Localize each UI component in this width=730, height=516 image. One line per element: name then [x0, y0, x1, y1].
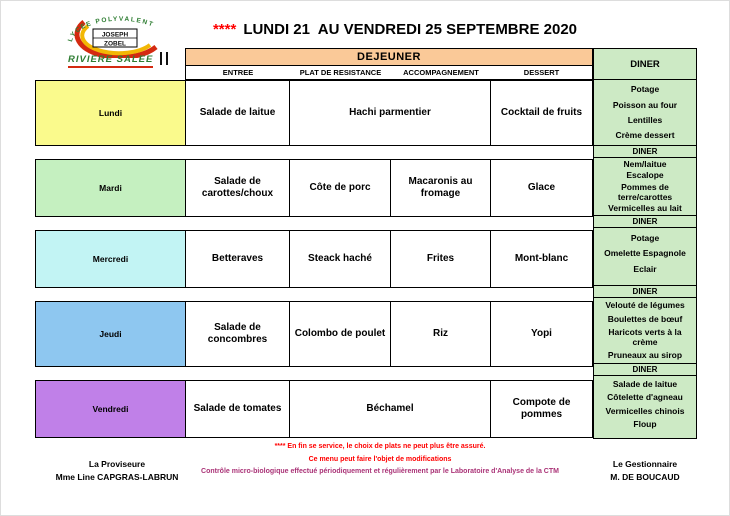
diner-subheader: DINER	[594, 215, 696, 228]
dejeuner-subheader-row	[185, 66, 593, 80]
diner-item: Eclair	[633, 263, 657, 274]
diner-item: Haricots verts à la crème	[608, 326, 682, 347]
note-line: **** En fin se service, le choix de plats ne peut plus être assuré.	[274, 443, 486, 450]
day-cell: Lundi	[36, 81, 186, 145]
title-stars: ****	[212, 21, 237, 38]
diner-item: Escalope	[626, 170, 664, 181]
table-row-jeudi	[35, 301, 593, 367]
diner-item: Boulettes de bœuf	[607, 313, 683, 324]
accompagnement-cell: Frites	[391, 231, 491, 287]
subheader-accompagnement: ACCOMPAGNEMENT	[403, 68, 479, 77]
plat-cell: Hachi parmentier	[290, 81, 491, 145]
subheader-entree: ENTREE	[222, 68, 254, 77]
plat-cell: Colombo de poulet	[290, 302, 391, 366]
diner-item: Potage	[630, 84, 660, 95]
diner-column	[593, 48, 697, 439]
day-cell: Vendredi	[36, 381, 186, 437]
diner-subheader: DINER	[594, 363, 696, 376]
logo-city-label: RIVIERE SALEE	[68, 54, 153, 68]
table-row-lundi	[35, 80, 593, 146]
school-logo	[60, 14, 200, 72]
plat-cell: Côte de porc	[290, 160, 391, 216]
entree-cell: Salade de carottes/choux	[186, 160, 290, 216]
logo-name-top: JOSEPH	[101, 31, 129, 39]
subheader-plat: PLAT DE RESISTANCE	[299, 68, 382, 77]
dessert-cell: Mont-blanc	[514, 252, 569, 264]
diner-item: Velouté de légumes	[605, 300, 685, 311]
signature-gestionnaire	[560, 458, 730, 484]
dejeuner-header-block	[185, 48, 593, 80]
diner-item: Omelette Espagnole	[604, 248, 686, 259]
diner-item: Salade de laitue	[612, 378, 678, 389]
diner-item: Pruneaux au sirop	[607, 349, 683, 360]
entree-cell: Salade de concombres	[186, 302, 290, 366]
dejeuner-header: DEJEUNER	[185, 48, 593, 66]
signature-proviseure	[32, 458, 202, 484]
signature-role: La Proviseure	[88, 459, 146, 469]
plat-cell: Béchamel	[290, 381, 491, 437]
table-row-vendredi	[35, 380, 593, 438]
dessert-cell: Yopi	[531, 327, 552, 339]
entree-cell: Salade de tomates	[186, 381, 290, 437]
diner-item: Vermicelles au lait	[608, 203, 682, 214]
signature-role: Le Gestionnaire	[612, 459, 678, 469]
diner-items-lundi	[594, 80, 696, 146]
diner-items-mardi	[594, 158, 696, 216]
logo-signature-marks-icon	[160, 52, 168, 65]
diner-header: DINER	[594, 49, 696, 80]
day-cell: Mardi	[36, 160, 186, 216]
dessert-cell: Compote de pommes	[512, 396, 571, 420]
signature-name: Mme Line CAPGRAS-LABRUN	[55, 472, 179, 482]
accompagnement-cell: Riz	[391, 302, 491, 366]
title-text: LUNDI 21 AU VENDREDI 25 SEPTEMBRE 2020	[243, 21, 578, 38]
diner-items-jeudi	[594, 298, 696, 364]
diner-item: Crème dessert	[615, 129, 675, 140]
note-line: Ce menu peut faire l'objet de modifications	[308, 455, 452, 463]
diner-items-mercredi	[594, 228, 696, 286]
diner-item: Vermicelles chinois	[605, 405, 685, 416]
diner-item: Poisson au four	[612, 99, 678, 110]
dessert-cell: Cocktail de fruits	[500, 106, 583, 118]
diner-item: Pommes de terre/carottes	[617, 182, 673, 202]
logo-arc-text: LYCEE POLYVALENT	[66, 15, 156, 43]
page-title	[185, 21, 605, 38]
diner-item: Floup	[633, 419, 657, 430]
accompagnement-cell: Macaronis au fromage	[391, 160, 491, 216]
table-row-mercredi	[35, 230, 593, 288]
entree-cell: Betteraves	[186, 231, 290, 287]
entree-cell: Salade de laitue	[186, 81, 290, 145]
day-cell: Jeudi	[36, 302, 186, 366]
note-line: Contrôle micro-biologique effectué périodiquement et régulièrement par le Laboratoire d'Analyse de la CTM	[201, 468, 559, 475]
table-row-mardi	[35, 159, 593, 217]
diner-items-vendredi	[594, 376, 696, 434]
logo-name-bottom: ZOBEL	[103, 40, 127, 48]
diner-item: Côtelette d'agneau	[607, 392, 683, 403]
subheader-dessert: DESSERT	[523, 68, 560, 77]
diner-item: Nem/laitue	[623, 158, 667, 169]
diner-subheader: DINER	[594, 285, 696, 298]
day-cell: Mercredi	[36, 231, 186, 287]
plat-cell: Steack haché	[290, 231, 391, 287]
diner-subheader: DINER	[594, 145, 696, 158]
diner-item: Lentilles	[627, 114, 663, 125]
diner-item: Potage	[630, 232, 660, 243]
signature-name: M. DE BOUCAUD	[610, 472, 680, 482]
dessert-cell: Glace	[527, 181, 556, 193]
